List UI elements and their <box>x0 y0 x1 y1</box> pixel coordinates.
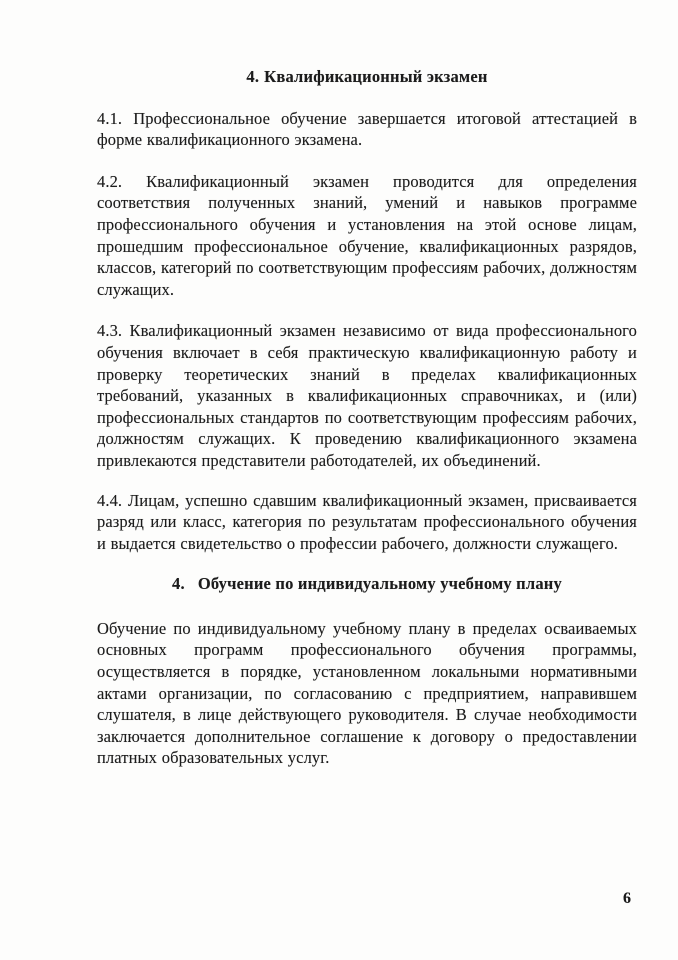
section-heading-title: Квалификационный экзамен <box>264 67 488 86</box>
section-heading-qualification-exam <box>97 66 637 88</box>
section-heading-title: Обучение по индивидуальному учебному плану <box>197 574 562 594</box>
section-heading-number: 4. <box>172 574 185 594</box>
section-heading-individual-plan <box>97 573 637 595</box>
page-number: 6 <box>623 890 631 907</box>
paragraph-4-2: 4.2. Квалификационный экзамен проводится для определения соответствия полученных знаний, умений и навыков программе профессионального обучения и установления на этой основе лицам, прошедшим профессиональное обучение, квалификационных разрядов, классов, категорий по соответствующим профессиям рабочих, должностям служащих. <box>97 171 637 299</box>
document-content <box>97 66 637 769</box>
paragraph-4-3: 4.3. Квалификационный экзамен независимо от вида профессионального обучения включает в себя практическую квалификационную работу и проверку теоретических знаний в пределах квалификационных требований, указанных в квалификационных справочниках, и (или) профессиональных стандартов по соответствующим профессиям рабочих, должностям служащих. К проведению квалификационного экзамена привлекаются представители работодателей, их объединений. <box>97 321 637 470</box>
paragraph-4-1: 4.1. Профессиональное обучение завершается итоговой аттестацией в форме квалификационного экзамена. <box>97 108 637 150</box>
section-heading-number: 4. <box>246 67 260 86</box>
paragraph-4-4: 4.4. Лицам, успешно сдавшим квалификационный экзамен, присваивается разряд или класс, категория по результатам профессионального обучения и выдается свидетельство о профессии рабочего, должности служащего. <box>97 490 637 553</box>
paragraph-individual-plan: Обучение по индивидуальному учебному плану в пределах осваиваемых основных программ профессионального обучения программы, осуществляется в порядке, установленном локальными нормативными актами организации, по согласованию с предприятием, направившем слушателя, в лице действующего руководителя. В случае необходимости заключается дополнительное соглашение к договору о предоставлении платных образовательных услуг. <box>97 618 637 768</box>
